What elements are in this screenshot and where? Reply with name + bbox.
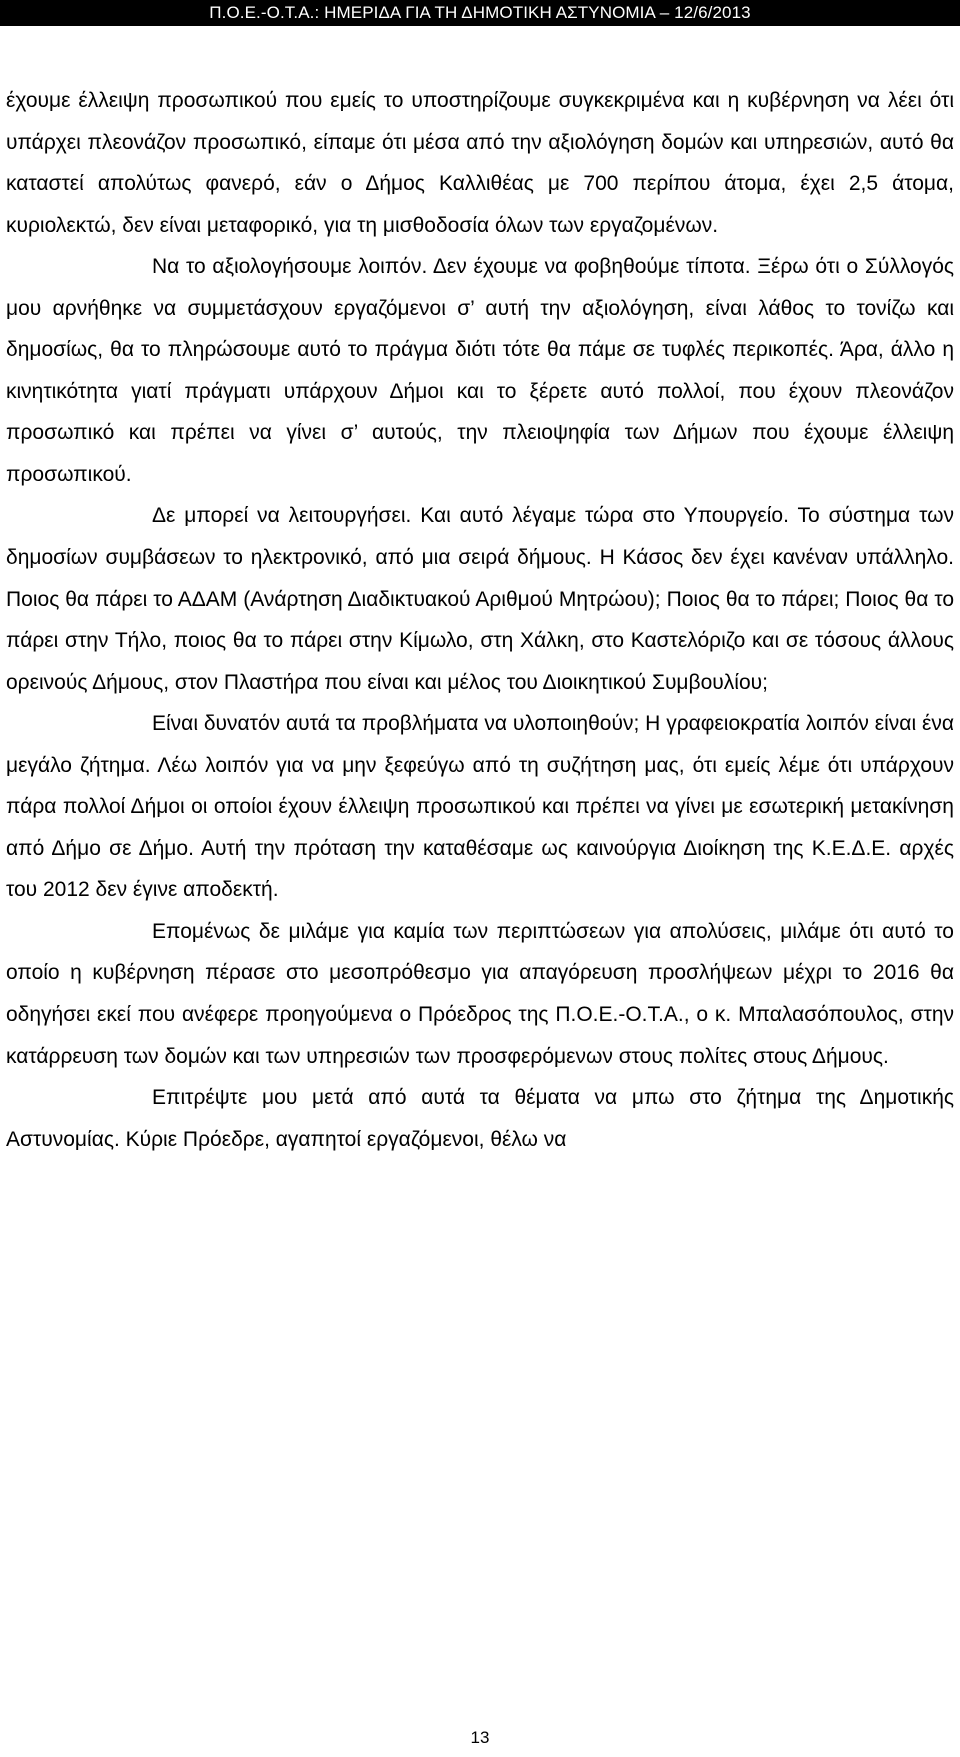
paragraph-1: έχουμε έλλειψη προσωπικού που εμείς το υποστηρίζουμε συγκεκριμένα και η κυβέρνηση να λέει ότι υπάρχει πλεονάζον προσωπικό, είπαμε ότι μέσα από την αξιολόγηση δομών και υπηρεσιών, αυτό θα καταστεί απολύτως φανερό, εάν ο Δήμος Καλλιθέας με 700 περίπου άτομα, έχει 2,5 άτομα, κυριολεκτώ, δεν είναι μεταφορικό, για τη μισθοδοσία όλων των εργαζομένων.	[6, 89, 954, 237]
paragraph-2: Να το αξιολογήσουμε λοιπόν. Δεν έχουμε να φοβηθούμε τίποτα. Ξέρω ότι ο Σύλλογός μου αρνήθηκε να συμμετάσχουν εργαζόμενοι σ’ αυτή την αξιολόγηση, είναι λάθος το τονίζω και δημοσίως, θα το πληρώσουμε αυτό το πράγμα διότι τότε θα πάμε σε τυφλές περικοπές. Άρα, άλλο η κινητικότητα γιατί πράγματι υπάρχουν Δήμοι και το ξέρετε αυτό πολλοί, που έχουν πλεονάζον προσωπικό και πρέπει να γίνει σ’ αυτούς, την πλειοψηφία των Δήμων που έχουμε έλλειψη προσωπικού.	[6, 255, 954, 486]
paragraph-6: Επιτρέψτε μου μετά από αυτά τα θέματα να μπω στο ζήτημα της Δημοτικής Αστυνομίας. Κύριε Πρόεδρε, αγαπητοί εργαζόμενοι, θέλω να	[6, 1086, 954, 1151]
document-body	[0, 80, 960, 1160]
paragraph-4: Είναι δυνατόν αυτά τα προβλήματα να υλοποιηθούν; Η γραφειοκρατία λοιπόν είναι ένα μεγάλο ζήτημα. Λέω λοιπόν για να μην ξεφεύγω από τη συζήτηση μας, ότι εμείς λέμε ότι υπάρχουν πάρα πολλοί Δήμοι οι οποίοι έχουν έλλειψη προσωπικού και πρέπει να γίνει με εσωτερική μετακίνηση από Δήμο σε Δήμο. Αυτή την πρόταση την καταθέσαμε ως καινούργια Διοίκηση της Κ.Ε.Δ.Ε. αρχές του 2012 δεν έγινε αποδεκτή.	[6, 712, 954, 902]
header-title: Π.Ο.Ε.-Ο.Τ.Α.: ΗΜΕΡΙΔΑ ΓΙΑ ΤΗ ΔΗΜΟΤΙΚΗ ΑΣΤΥΝΟΜΙΑ – 12/6/2013	[209, 3, 751, 22]
document-header	[0, 0, 960, 26]
page-number: 13	[470, 1728, 490, 1747]
paragraph-5: Επομένως δε μιλάμε για καμία των περιπτώσεων για απολύσεις, μιλάμε ότι αυτό το οποίο η κυβέρνηση πέρασε στο μεσοπρόθεσμο για απαγόρευση προσλήψεων μέχρι το 2016 θα οδηγήσει εκεί που ανέφερε προηγούμενα ο Πρόεδρος της Π.Ο.Ε.-Ο.Τ.Α., ο κ. Μπαλασόπουλος, στην κατάρρευση των δομών και των υπηρεσιών των προσφερόμενων στους πολίτες στους Δήμους.	[6, 919, 954, 1068]
paragraph-3: Δε μπορεί να λειτουργήσει. Και αυτό λέγαμε τώρα στο Υπουργείο. Το σύστημα των δημοσίων συμβάσεων το ηλεκτρονικό, από μια σειρά δήμους. Η Κάσος δεν έχει κανέναν υπάλληλο. Ποιος θα πάρει το ΑΔΑΜ (Ανάρτηση Διαδικτυακού Αριθμού Μητρώου); Ποιος θα το πάρει; Ποιος θα το πάρει στην Τήλο, ποιος θα το πάρει στην Κίμωλο, στη Χάλκη, στο Καστελόριζο και σε τόσους άλλους ορεινούς Δήμους, στον Πλαστήρα που είναι και μέλος του Διοικητικού Συμβουλίου;	[6, 504, 954, 694]
